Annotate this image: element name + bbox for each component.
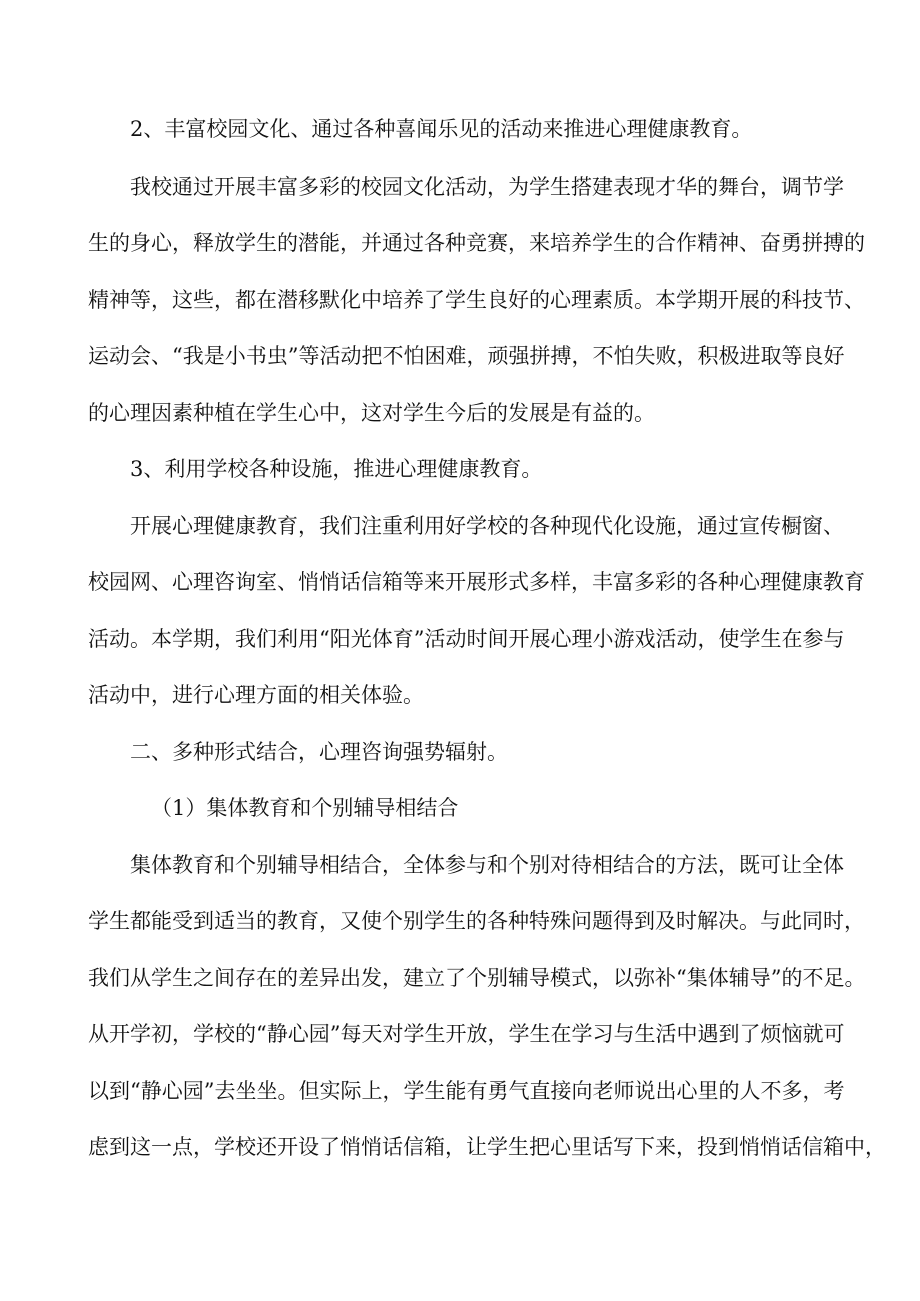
paragraph-line: 开展心理健康教育，我们注重利用好学校的各种现代化设施，通过宣传橱窗、 [130,514,844,538]
paragraph-line: 以到“静心园”去坐坐。但实际上，学生能有勇气直接向老师说出心里的人不多，考 [88,1079,845,1103]
subheading-1: （1）集体教育和个别辅导相结合 [151,796,459,820]
heading-2: 2、丰富校园文化、通过各种喜闻乐见的活动来推进心理健康教育。 [130,117,753,141]
paragraph-line: 生的身心，释放学生的潜能，并通过各种竞赛，来培养学生的合作精神、奋勇拼搏的 [88,231,865,255]
paragraph-line: 校园网、心理咨询室、悄悄话信箱等来开展形式多样，丰富多彩的各种心理健康教育 [88,570,865,594]
paragraph-line: 虑到这一点，学校还开设了悄悄话信箱，让学生把心里话写下来，投到悄悄话信箱中， [88,1135,886,1159]
paragraph-line: 活动中，进行心理方面的相关体验。 [88,683,424,707]
paragraph-line: 我校通过开展丰富多彩的校园文化活动，为学生搭建表现才华的舞台，调节学 [130,175,844,199]
paragraph-line: 运动会、“我是小书虫”等活动把不怕困难，顽强拼搏，不怕失败，积极进取等良好 [88,344,845,368]
paragraph-line: 我们从学生之间存在的差异出发，建立了个别辅导模式，以弥补“集体辅导”的不足。 [88,966,866,990]
paragraph-line: 学生都能受到适当的教育，又使个别学生的各种特殊问题得到及时解决。与此同时， [88,909,865,933]
paragraph-line: 精神等，这些，都在潜移默化中培养了学生良好的心理素质。本学期开展的科技节、 [88,288,865,312]
paragraph-line: 的心理因素种植在学生心中，这对学生今后的发展是有益的。 [88,401,655,425]
heading-3: 3、利用学校各种设施，推进心理健康教育。 [130,457,543,481]
paragraph-line: 活动。本学期，我们利用“阳光体育”活动时间开展心理小游戏活动，使学生在参与 [88,627,845,651]
paragraph-line: 集体教育和个别辅导相结合，全体参与和个别对待相结合的方法，既可让全体 [130,853,844,877]
section-heading-2: 二、多种形式结合，心理咨询强势辐射。 [130,740,508,764]
paragraph-line: 从开学初，学校的“静心园”每天对学生开放，学生在学习与生活中遇到了烦恼就可 [88,1022,845,1046]
